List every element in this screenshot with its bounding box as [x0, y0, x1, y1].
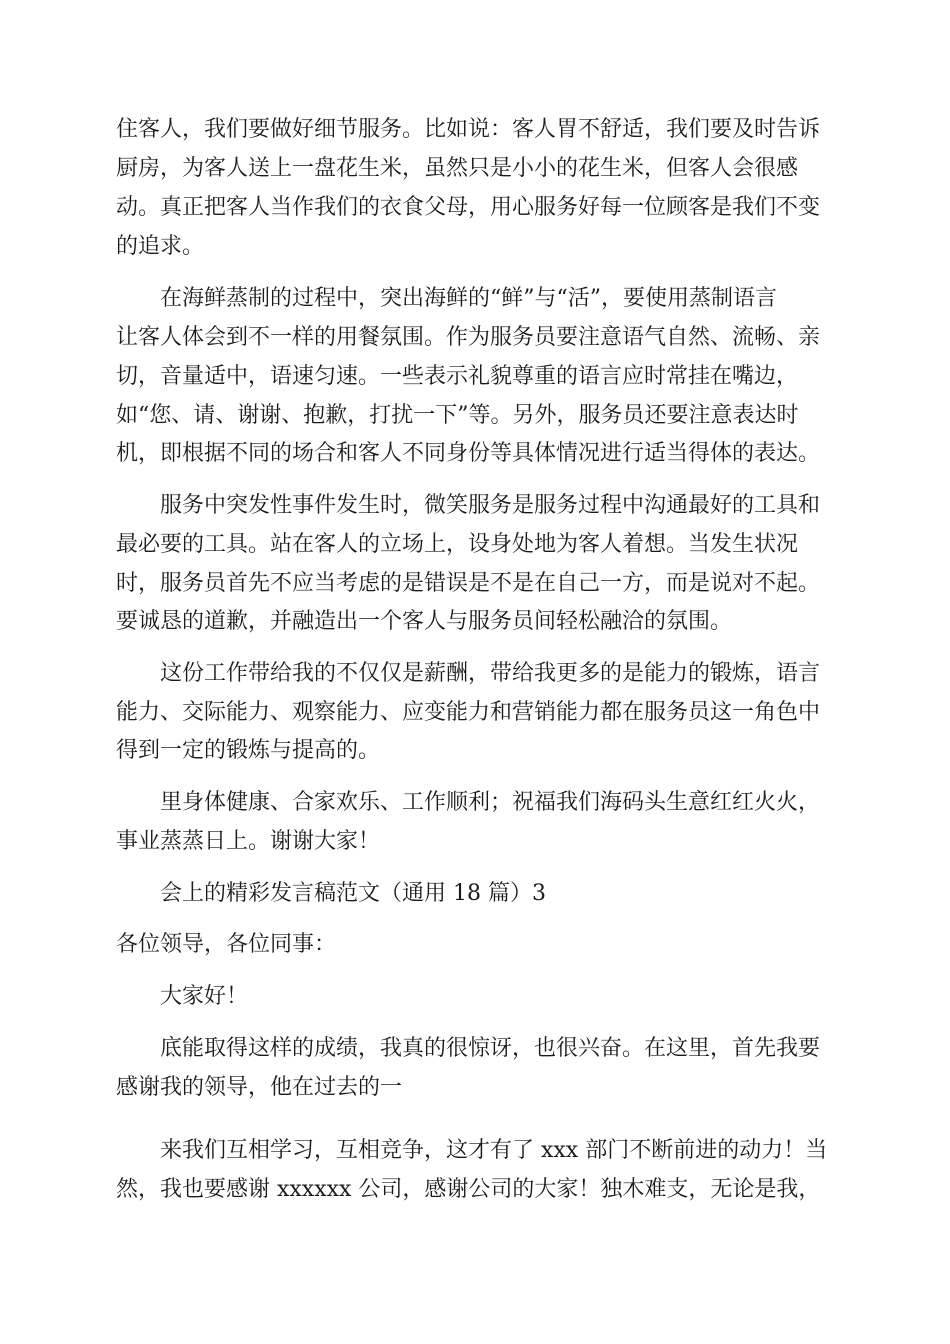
text-line: 要诚恳的道歉，并融造出一个客人与服务员间轻松融洽的氛围。 — [116, 609, 733, 634]
section-title: 会上的精彩发言稿范文（通用 18 篇）3 — [160, 881, 546, 906]
text-line: 这份工作带给我的不仅仅是薪酬，带给我更多的是能力的锻炼，语言 — [160, 661, 821, 686]
text-line: 事业蒸蒸日上。谢谢大家！ — [116, 829, 381, 854]
text-line: 能力、交际能力、观察能力、应变能力和营销能力都在服务员这一角色中 — [116, 700, 821, 725]
text-line: 住客人，我们要做好细节服务。比如说：客人胃不舒适，我们要及时告诉 — [116, 117, 821, 142]
text-line: 感谢我的领导，他在过去的一 — [116, 1075, 403, 1100]
text-line: 底能取得这样的成绩，我真的很惊讶，也很兴奋。在这里，首先我要 — [160, 1036, 821, 1061]
text-line: 厨房，为客人送上一盘花生米，虽然只是小小的花生米，但客人会很感 — [116, 156, 799, 181]
text-line: 在海鲜蒸制的过程中，突出海鲜的“鲜”与“活”，要使用蒸制语言 — [160, 286, 777, 311]
text-line: 里身体健康、合家欢乐、工作顺利；祝福我们海码头生意红红火火， — [160, 790, 821, 815]
salutation: 各位领导，各位同事： — [116, 932, 337, 957]
text-line: 最必要的工具。站在客人的立场上，设身处地为客人着想。当发生状况 — [116, 532, 799, 557]
text-line: 如“您、请、谢谢、抱歉，打扰一下”等。另外，服务员还要注意表达时 — [116, 403, 799, 428]
text-line: 机，即根据不同的场合和客人不同身份等具体情况进行适当得体的表达。 — [116, 441, 821, 466]
text-line: 动。真正把客人当作我们的衣食父母，用心服务好每一位顾客是我们不变 — [116, 195, 821, 220]
text-line: 的追求。 — [116, 234, 205, 259]
text-line: 然，我也要感谢 xxxxxx 公司，感谢公司的大家！独木难支，无论是我， — [116, 1177, 821, 1202]
text-line: 时，服务员首先不应当考虑的是错误是不是在自己一方，而是说对不起。 — [116, 571, 821, 596]
text-line: 让客人体会到不一样的用餐氛围。作为服务员要注意语气自然、流畅、亲 — [116, 325, 821, 350]
text-line: 切，音量适中，语速匀速。一些表示礼貌尊重的语言应时常挂在嘴边， — [116, 364, 799, 389]
text-line: 来我们互相学习，互相竞争，这才有了 xxx 部门不断前进的动力！当 — [160, 1138, 828, 1163]
text-line: 得到一定的锻炼与提高的。 — [116, 738, 381, 763]
text-line: 服务中突发性事件发生时，微笑服务是服务过程中沟通最好的工具和 — [160, 493, 821, 518]
greeting: 大家好！ — [160, 984, 249, 1009]
